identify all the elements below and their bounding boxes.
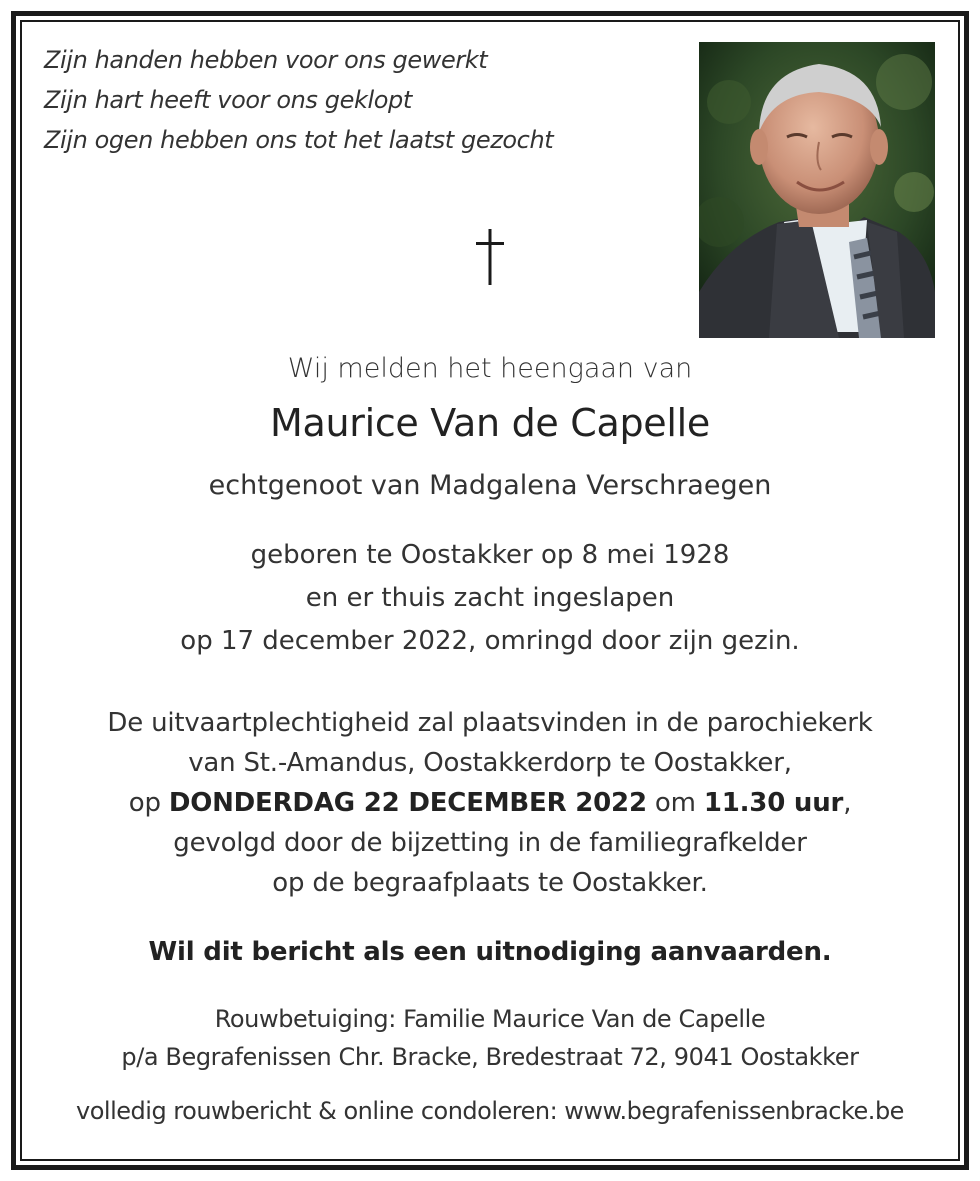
condolence-line-1: Rouwbetuiging: Familie Maurice Van de Capelle <box>214 1005 766 1033</box>
passing-line: en er thuis zacht ingeslapen <box>305 583 675 613</box>
condolence-address <box>30 1000 950 1076</box>
invitation-text: Wil dit bericht als een uitnodiging aanvaarden. <box>148 937 832 967</box>
ceremony-suffix: , <box>843 788 852 818</box>
ceremony-line-4: gevolgd door de bijzetting in de familiegrafkelder <box>173 828 807 858</box>
announcement-text: Wij melden het heengaan van <box>287 353 693 384</box>
online-condolence-link[interactable]: volledig rouwbericht & online condoleren: www.begrafenissenbracke.be <box>76 1097 904 1125</box>
poem <box>44 40 664 160</box>
ceremony-line-3 <box>30 783 950 823</box>
ceremony-time: 11.30 uur <box>703 788 844 818</box>
birth-line: geboren te Oostakker op 8 mei 1928 <box>250 540 730 570</box>
poem-line-1: Zijn handen hebben voor ons gewerkt <box>44 46 488 74</box>
portrait-photo <box>699 42 935 338</box>
ceremony-line-2: van St.-Amandus, Oostakkerdorp te Oostakker, <box>188 748 792 778</box>
poem-line-3: Zijn ogen hebben ons tot het laatst gezocht <box>44 126 554 154</box>
ceremony-line-1: De uitvaartplechtigheid zal plaatsvinden in de parochiekerk <box>107 708 873 738</box>
ceremony-om: om <box>654 788 696 818</box>
spouse-line: echtgenoot van Madgalena Verschraegen <box>208 470 772 501</box>
deceased-name: Maurice Van de Capelle <box>270 401 710 445</box>
ceremony-details <box>30 703 950 903</box>
life-details <box>30 534 950 663</box>
ceremony-prefix: op <box>128 788 161 818</box>
poem-line-2: Zijn hart heeft voor ons geklopt <box>44 86 412 114</box>
ceremony-line-5: op de begraafplaats te Oostakker. <box>272 868 708 898</box>
cross-icon <box>470 225 510 289</box>
condolence-line-2: p/a Begrafenissen Chr. Bracke, Bredestraat 72, 9041 Oostakker <box>121 1043 859 1071</box>
ceremony-date: DONDERDAG 22 DECEMBER 2022 <box>168 788 647 818</box>
death-date-line: op 17 december 2022, omringd door zijn gezin. <box>180 626 800 656</box>
